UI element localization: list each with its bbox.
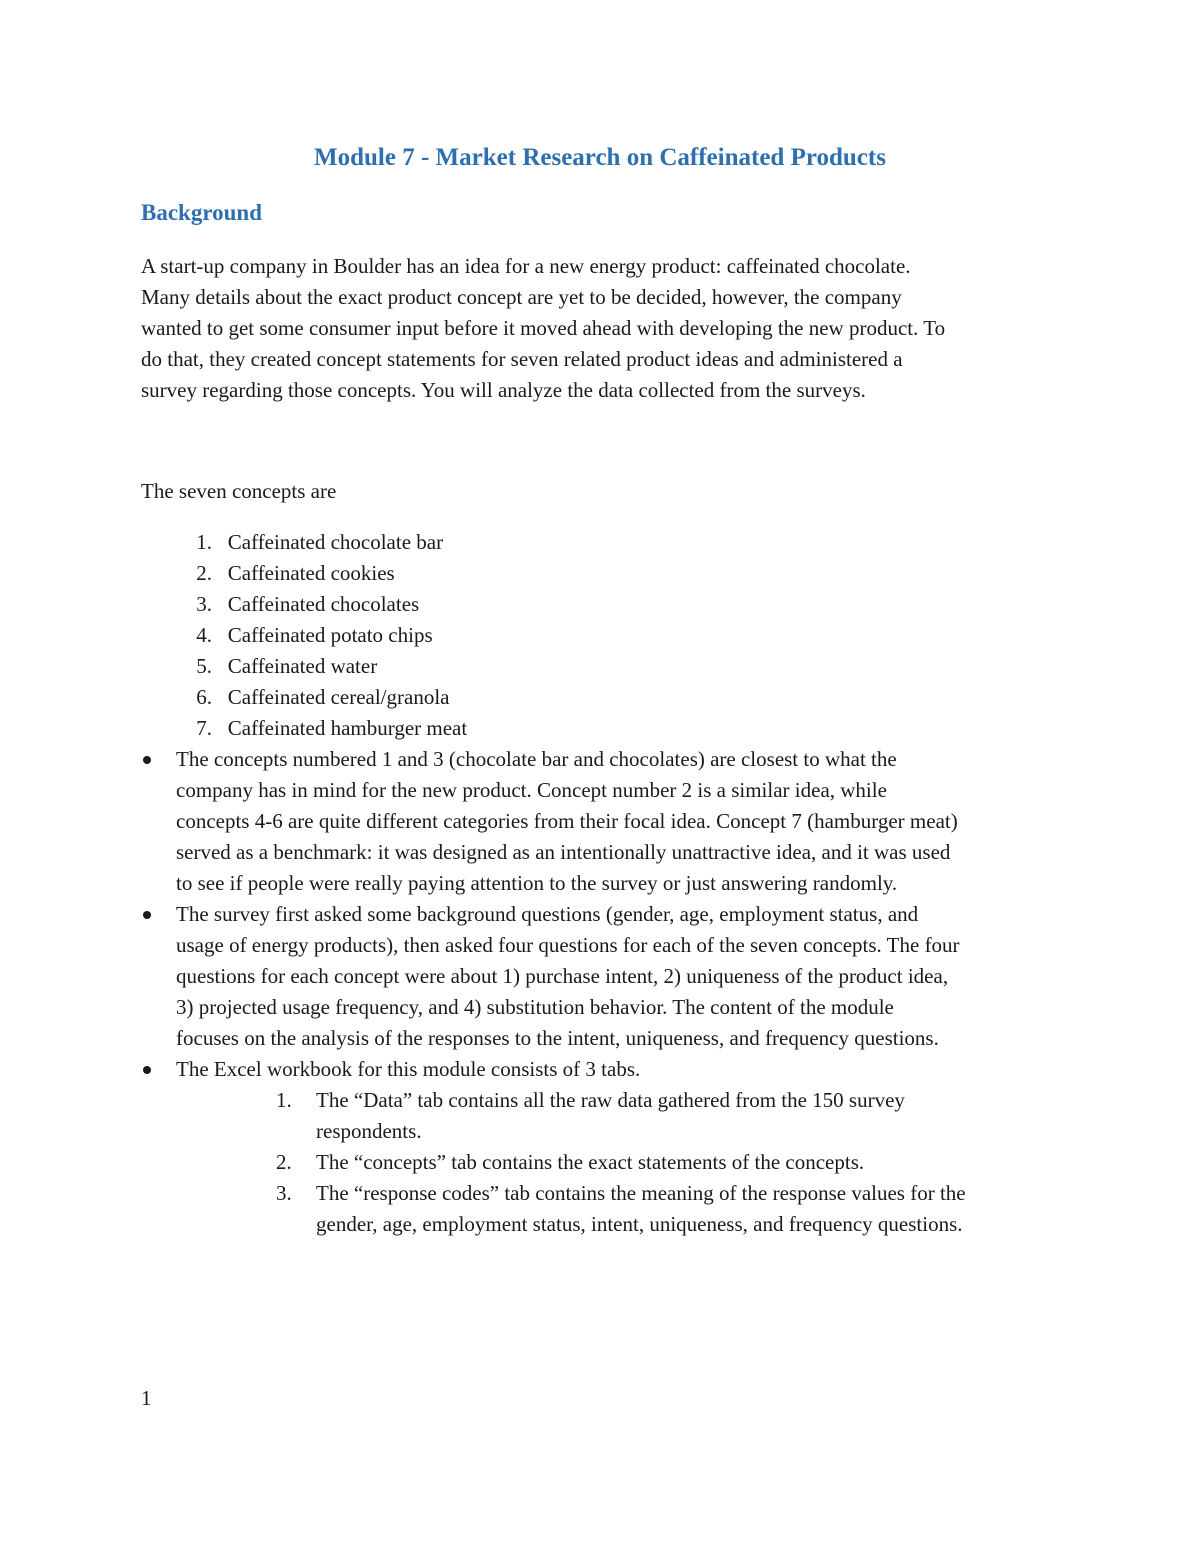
- concept-number: 5.: [196, 654, 212, 678]
- concept-item: [141, 589, 467, 620]
- bullet-line: to see if people were really paying attention to the survey or just answering randomly.: [176, 871, 898, 895]
- concept-item: [141, 558, 467, 589]
- bullet-item: [141, 744, 966, 899]
- document-title: Module 7 - Market Research on Caffeinated Products: [314, 144, 886, 171]
- sub-item-number: 3.: [276, 1181, 292, 1205]
- workbook-tab-list: [176, 1085, 966, 1240]
- concept-item: [141, 620, 467, 651]
- intro-paragraph: [141, 251, 1071, 406]
- bullet-line: The concepts numbered 1 and 3 (chocolate bar and chocolates) are closest to what the: [176, 747, 897, 771]
- sub-item-line: The “response codes” tab contains the meaning of the response values for the: [316, 1181, 966, 1205]
- concept-number: 1.: [196, 530, 212, 554]
- bullet-line: focuses on the analysis of the responses to the intent, uniqueness, and frequency questions.: [176, 1026, 939, 1050]
- workbook-tab-item: [176, 1178, 966, 1240]
- bullet-dot-icon: [143, 1066, 151, 1074]
- concept-label: Caffeinated cookies: [227, 561, 395, 585]
- sub-item-number: 1.: [276, 1088, 292, 1112]
- bullet-line: usage of energy products), then asked four questions for each of the seven concepts. The four: [176, 933, 960, 957]
- concept-label: Caffeinated cereal/granola: [227, 685, 450, 709]
- concept-label: Caffeinated potato chips: [227, 623, 433, 647]
- bullet-dot-icon: [143, 756, 151, 764]
- intro-line: survey regarding those concepts. You will analyze the data collected from the surveys.: [141, 378, 866, 402]
- intro-line: A start-up company in Boulder has an idea for a new energy product: caffeinated chocolate.: [141, 254, 911, 278]
- concept-label: Caffeinated chocolates: [227, 592, 420, 616]
- bullet-list: [141, 744, 966, 1240]
- concept-label: Caffeinated hamburger meat: [227, 716, 468, 740]
- bullet-line: 3) projected usage frequency, and 4) substitution behavior. The content of the module: [176, 995, 894, 1019]
- concept-number: 4.: [196, 623, 212, 647]
- page-number: 1: [141, 1386, 152, 1410]
- concept-list: [141, 527, 467, 744]
- concept-number: 3.: [196, 592, 212, 616]
- concept-number: 7.: [196, 716, 212, 740]
- section-heading-background: Background: [141, 200, 263, 225]
- concept-item: [141, 527, 467, 558]
- bullet-item: [141, 1054, 966, 1240]
- bullet-line: served as a benchmark: it was designed as an intentionally unattractive idea, and it was used: [176, 840, 951, 864]
- sub-item-line: The “concepts” tab contains the exact statements of the concepts.: [316, 1150, 865, 1174]
- intro-line: wanted to get some consumer input before it moved ahead with developing the new product. To: [141, 316, 946, 340]
- workbook-tab-item: [176, 1085, 966, 1147]
- concept-number: 2.: [196, 561, 212, 585]
- concept-item: [141, 682, 467, 713]
- bullet-item: [141, 899, 966, 1054]
- intro-line: do that, they created concept statements for seven related product ideas and administered a: [141, 347, 903, 371]
- intro-line: Many details about the exact product concept are yet to be decided, however, the company: [141, 285, 902, 309]
- sub-item-line: The “Data” tab contains all the raw data gathered from the 150 survey: [316, 1088, 905, 1112]
- bullet-dot-icon: [143, 911, 151, 919]
- concept-label: Caffeinated water: [227, 654, 378, 678]
- sub-item-line: gender, age, employment status, intent, uniqueness, and frequency questions.: [316, 1212, 963, 1236]
- bullet-line: The Excel workbook for this module consists of 3 tabs.: [176, 1057, 641, 1081]
- sub-item-number: 2.: [276, 1150, 292, 1174]
- bullet-line: questions for each concept were about 1) purchase intent, 2) uniqueness of the product idea,: [176, 964, 949, 988]
- bullet-line: concepts 4-6 are quite different categories from their focal idea. Concept 7 (hamburger meat): [176, 809, 958, 833]
- bullet-line: The survey first asked some background questions (gender, age, employment status, and: [176, 902, 919, 926]
- concepts-intro: The seven concepts are: [141, 479, 337, 503]
- concept-item: [141, 713, 467, 744]
- sub-item-line: respondents.: [316, 1119, 422, 1143]
- workbook-tab-item: [176, 1147, 966, 1178]
- concept-label: Caffeinated chocolate bar: [227, 530, 444, 554]
- concept-number: 6.: [196, 685, 212, 709]
- bullet-line: company has in mind for the new product. Concept number 2 is a similar idea, while: [176, 778, 887, 802]
- concept-item: [141, 651, 467, 682]
